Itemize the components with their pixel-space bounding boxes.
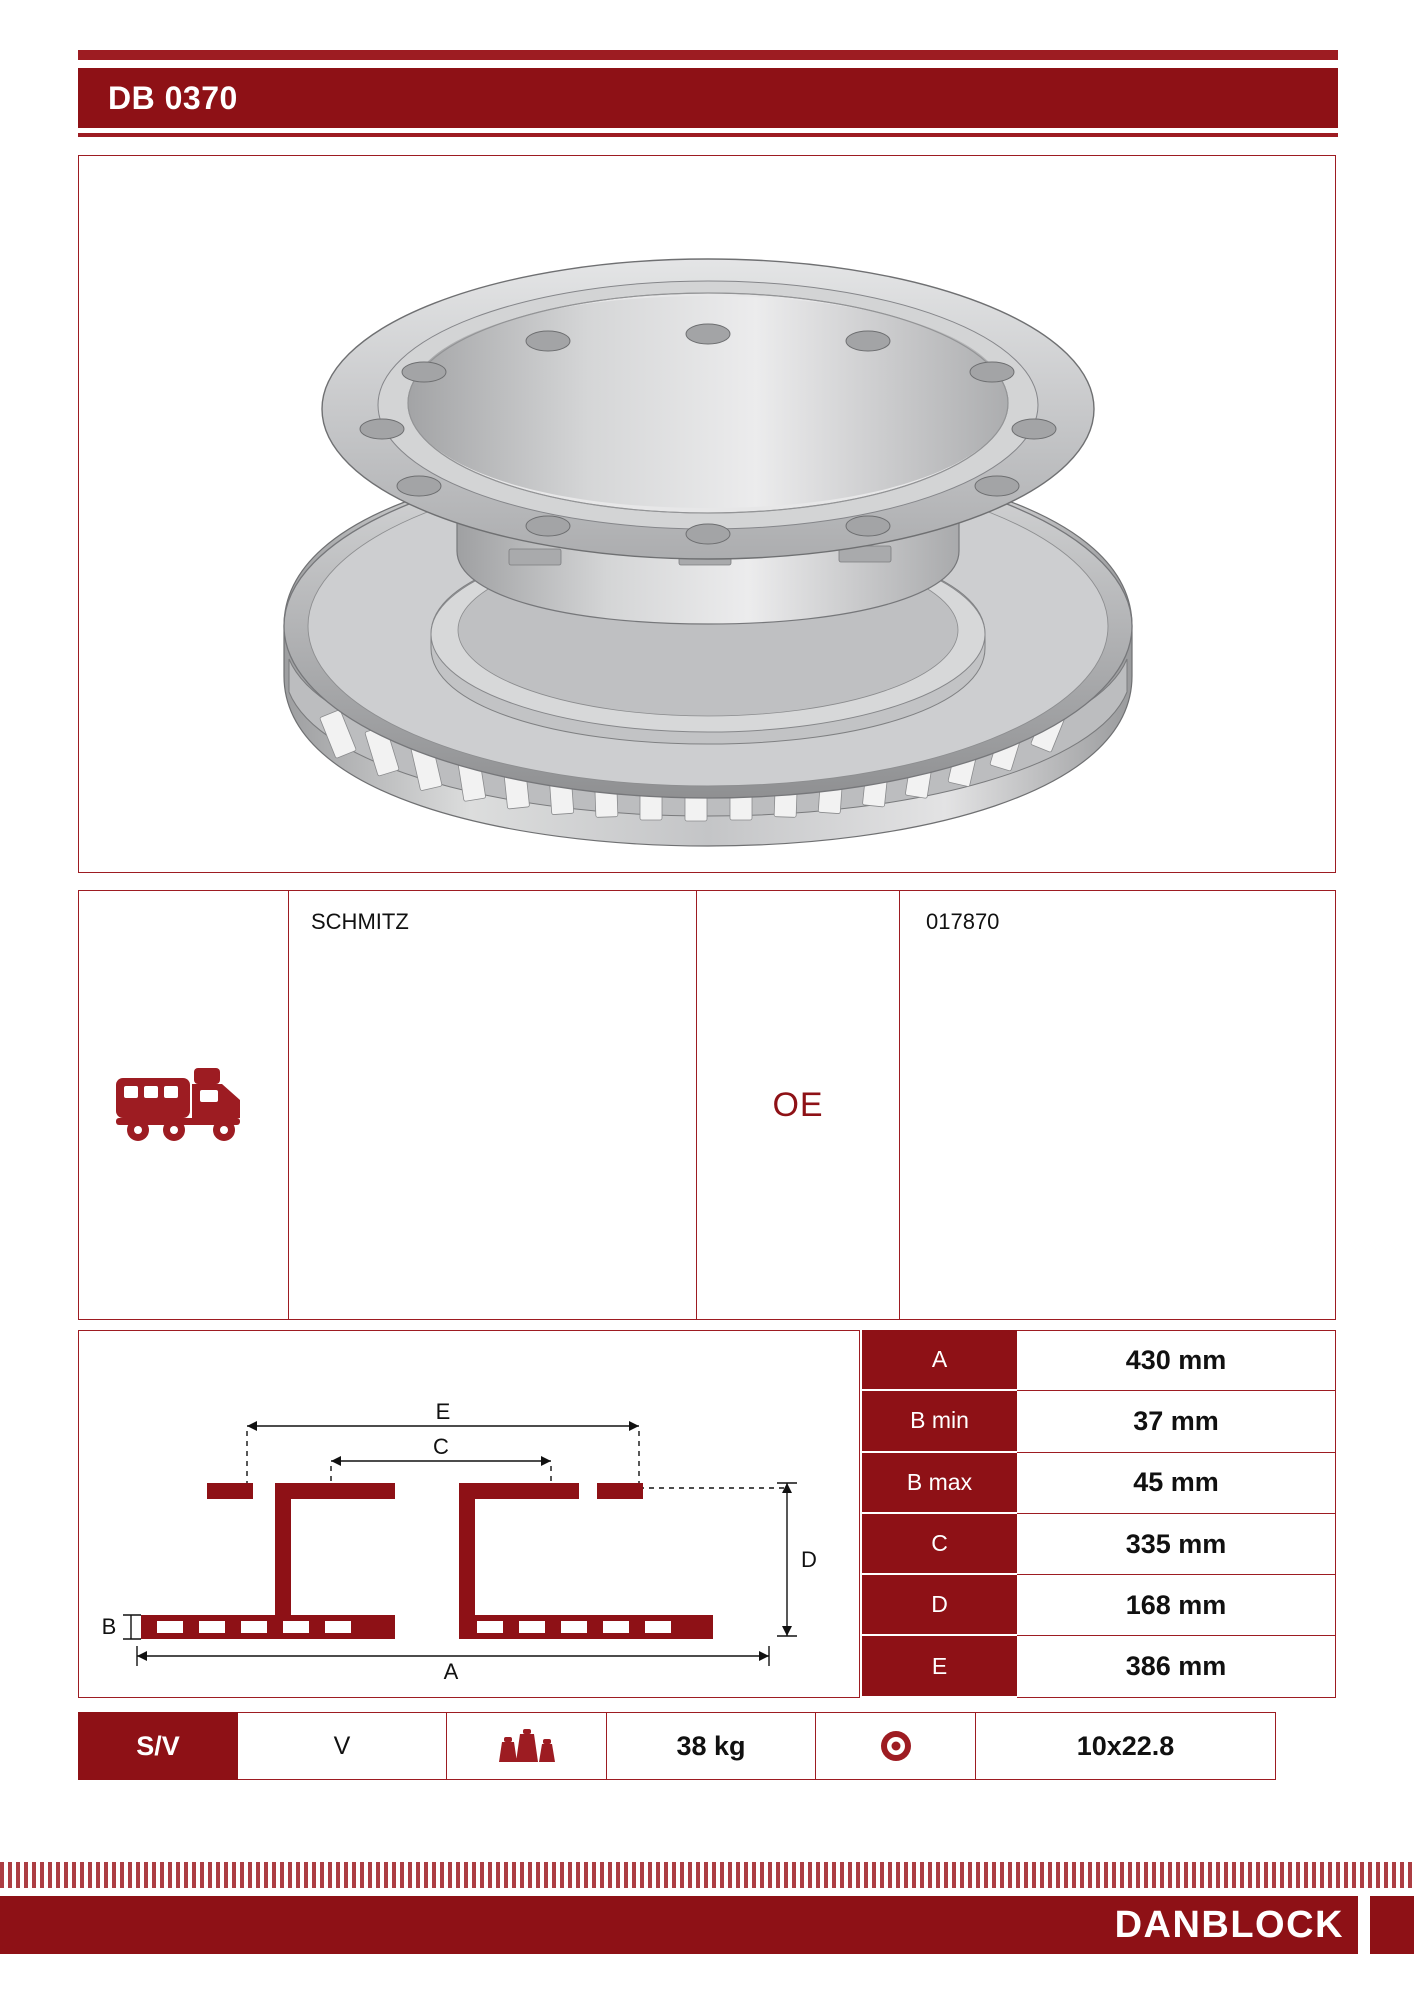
dimension-value: 386 mm [1017, 1636, 1336, 1697]
dimension-value: 335 mm [1017, 1514, 1336, 1575]
bolt-hole-icon [816, 1712, 976, 1780]
bolt-pattern-value: 10x22.8 [976, 1712, 1276, 1780]
brand-cell [289, 891, 697, 1319]
dimension-value: 168 mm [1017, 1575, 1336, 1636]
disc-type-value: V [238, 1712, 447, 1780]
brake-disc-illustration [79, 156, 1335, 872]
table-row [862, 1636, 1336, 1697]
footer-brand-logo: DANBLOCK [1114, 1903, 1344, 1946]
oe-number-cell [900, 891, 1335, 1319]
oe-label-cell [697, 891, 900, 1319]
dimension-values-table [862, 1330, 1336, 1698]
dimension-key: B min [862, 1391, 1017, 1452]
footer-accent-tick [1358, 1896, 1370, 1954]
dimension-drawing-panel [78, 1330, 860, 1698]
dimension-value: 45 mm [1017, 1453, 1336, 1514]
weights-icon [447, 1712, 607, 1780]
svg-text:E: E [435, 1399, 451, 1424]
weight-value: 38 kg [607, 1712, 816, 1780]
disc-type-label: S/V [78, 1712, 238, 1780]
dimension-value: 430 mm [1017, 1330, 1336, 1391]
table-row [862, 1330, 1336, 1391]
page-title: DB 0370 [108, 79, 238, 116]
table-row [862, 1575, 1336, 1636]
dimension-key: E [862, 1636, 1017, 1697]
header-top-rule [78, 50, 1338, 60]
svg-text:A: A [443, 1659, 459, 1684]
table-row [862, 1391, 1336, 1452]
vehicle-type-cell [79, 891, 289, 1319]
table-row [862, 1514, 1336, 1575]
dimension-value: 37 mm [1017, 1391, 1336, 1452]
dimension-key: D [862, 1575, 1017, 1636]
footer-hatch-band [0, 1862, 1414, 1888]
oe-number: 017870 [926, 909, 1000, 934]
application-table [78, 890, 1336, 1320]
svg-text:C: C [433, 1434, 449, 1459]
brand-name: SCHMITZ [311, 909, 409, 934]
header-bar [78, 68, 1338, 128]
table-row [862, 1453, 1336, 1514]
svg-text:B: B [101, 1614, 117, 1639]
oe-label: OE [772, 1085, 824, 1124]
dimension-key: A [862, 1330, 1017, 1391]
truck-bus-icon [114, 1060, 254, 1151]
svg-text:D: D [801, 1547, 817, 1572]
header-bottom-rule [78, 133, 1338, 137]
spec-strip [78, 1712, 1336, 1780]
dimension-key: C [862, 1514, 1017, 1575]
product-image-panel [78, 155, 1336, 873]
dimension-key: B max [862, 1453, 1017, 1514]
